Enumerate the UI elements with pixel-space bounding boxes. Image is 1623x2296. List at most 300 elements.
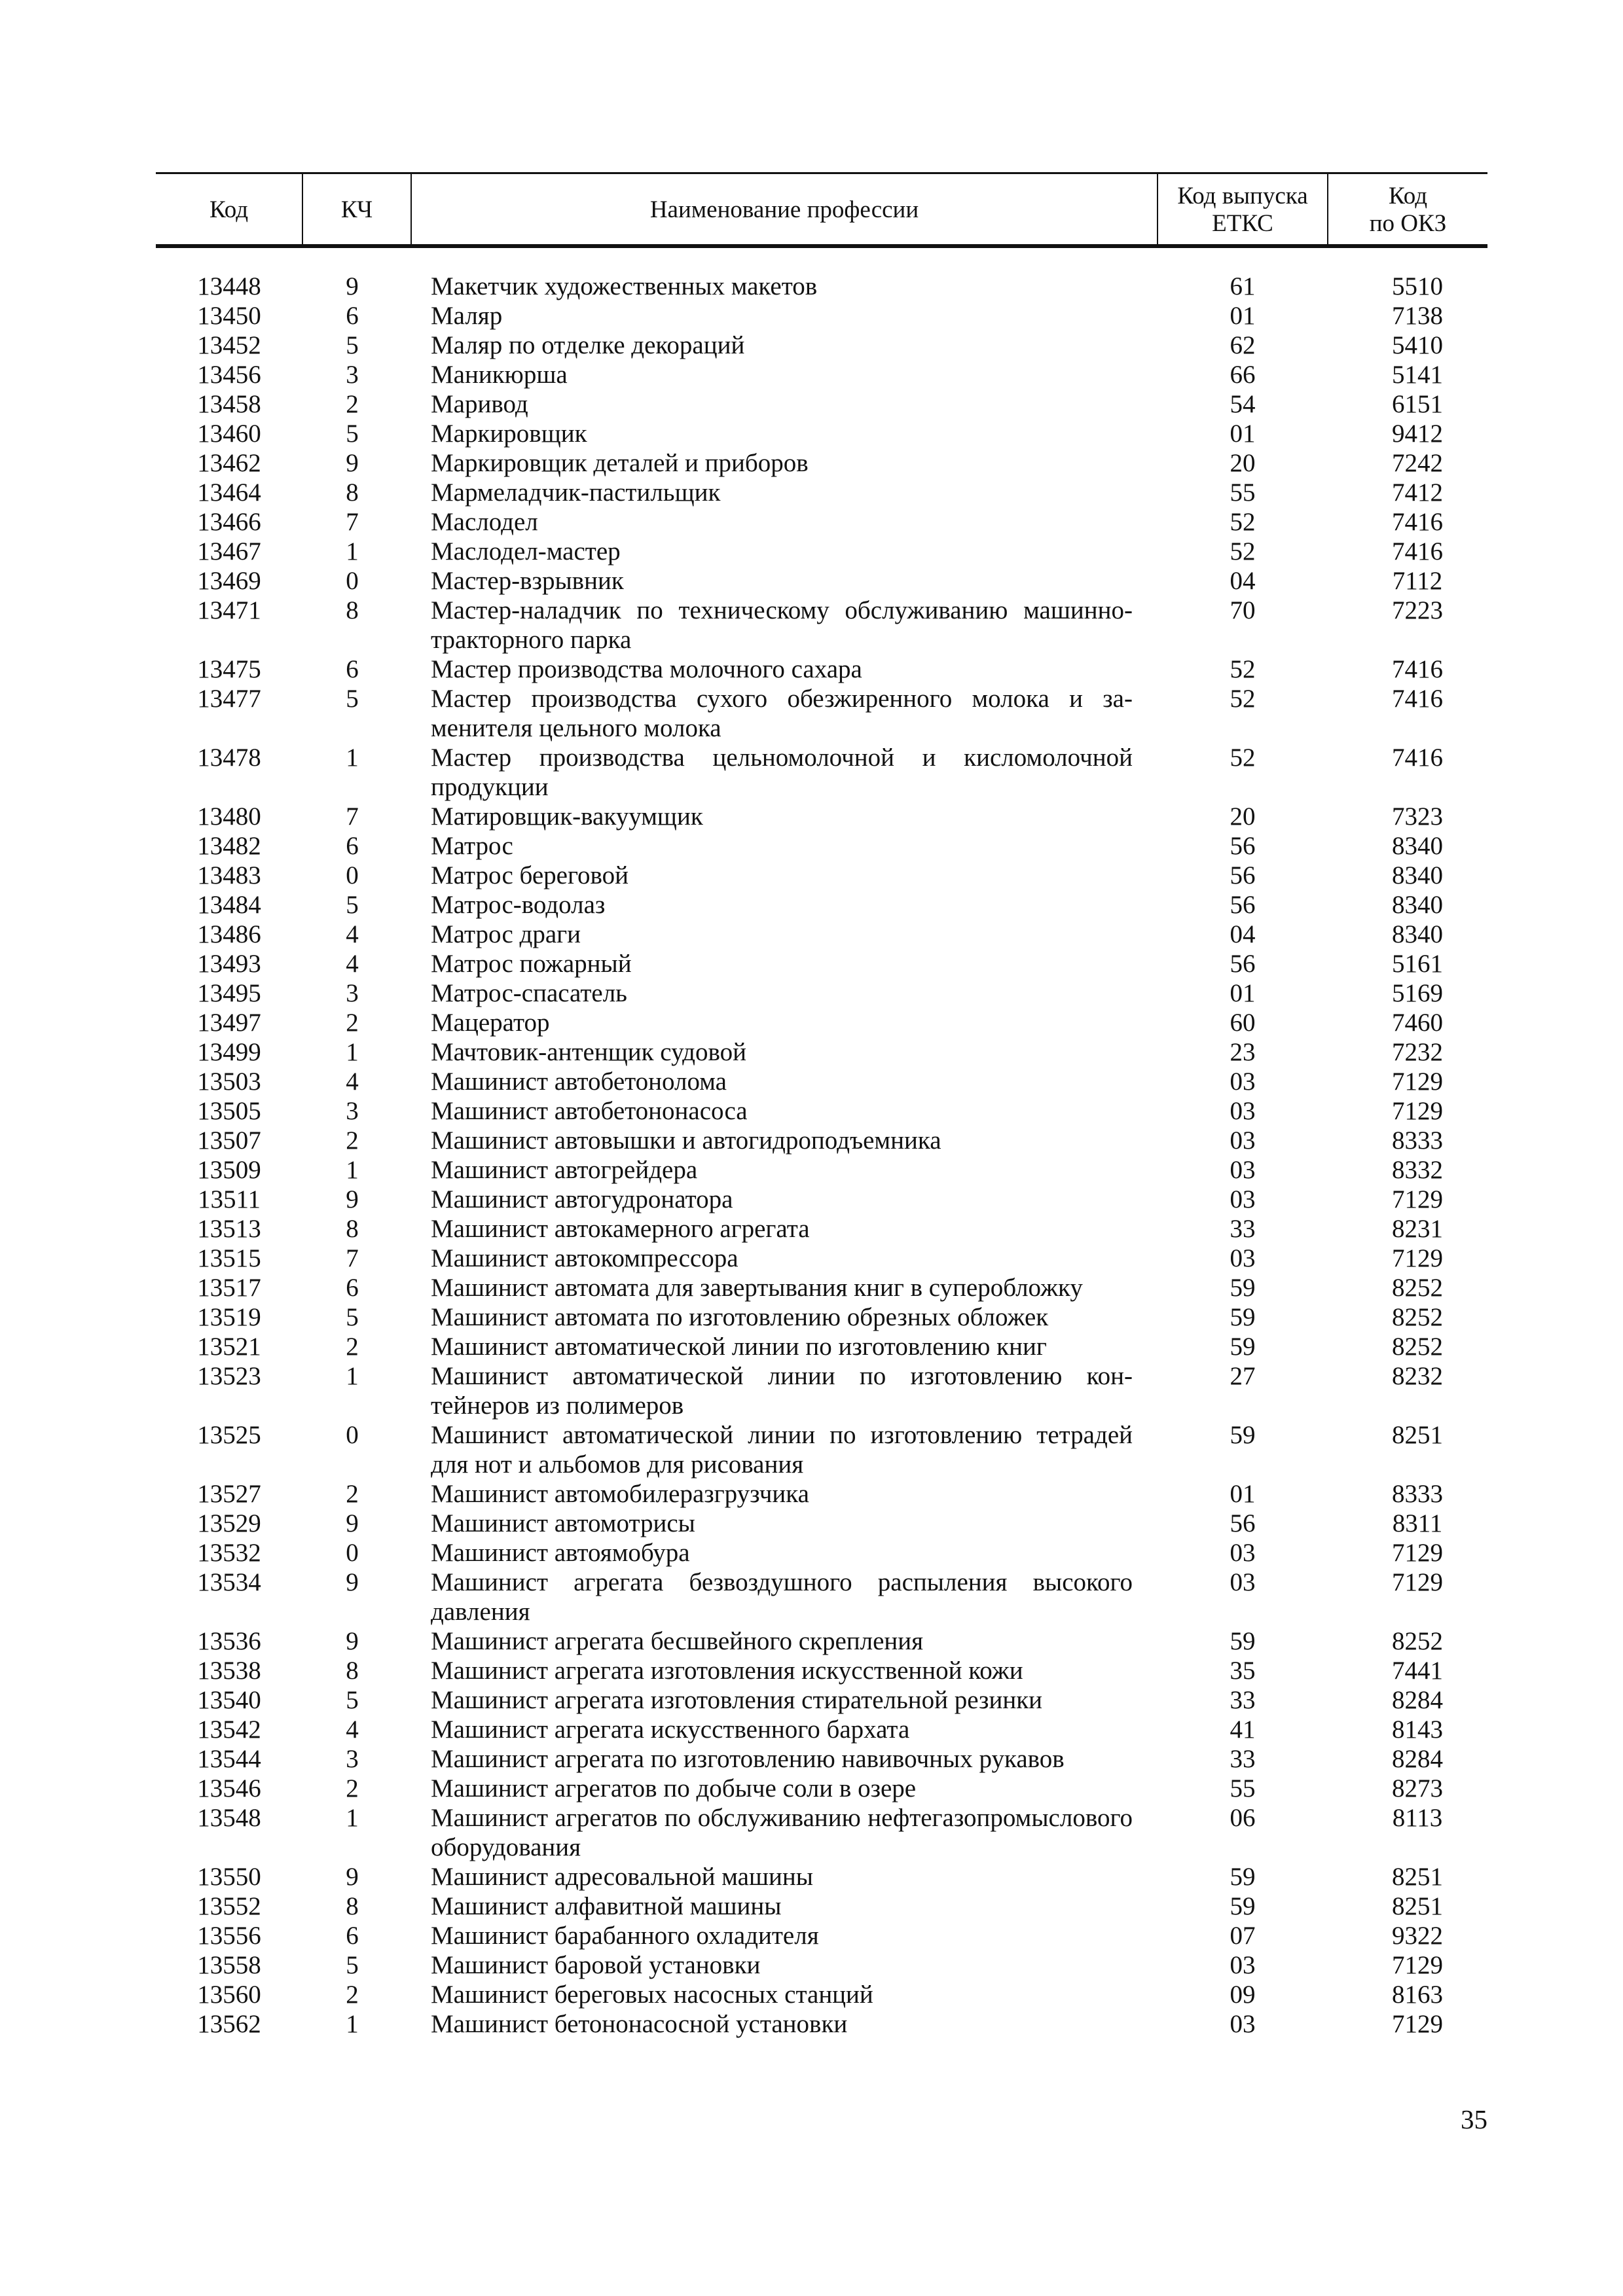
cell-name: Мачтовик-антенщик судовой: [431, 1038, 746, 1066]
table-row: [156, 331, 1487, 360]
cell-kch: 9: [346, 1509, 359, 1537]
table-row: [156, 1155, 1487, 1185]
cell-etks: 56: [1230, 832, 1256, 860]
cell-name: Машинист автомата по изготовлению обрезных обложек: [431, 1303, 1049, 1331]
cell-name: Машинист баровой установки: [431, 1951, 761, 1979]
cell-name: Машинист автогудронатора: [431, 1185, 733, 1213]
cell-okz: 7416: [1392, 744, 1443, 772]
cell-name: Машинист агрегатов по добыче соли в озере: [431, 1774, 917, 1803]
cell-okz: 8284: [1392, 1745, 1443, 1773]
professions-table: [156, 172, 1487, 2039]
cell-code: 13462: [197, 449, 261, 477]
cell-kch: 4: [346, 1715, 359, 1744]
table-row: [156, 1302, 1487, 1332]
cell-name: Маркировщик деталей и приборов: [431, 449, 809, 477]
cell-code: 13519: [197, 1303, 261, 1331]
cell-okz: 7460: [1392, 1009, 1443, 1037]
cell-name: Матрос пожарный: [431, 950, 632, 978]
cell-etks: 56: [1230, 861, 1256, 889]
cell-okz: 7129: [1392, 1185, 1443, 1213]
cell-okz: 7129: [1392, 1067, 1443, 1096]
cell-code: 13497: [197, 1009, 261, 1037]
cell-etks: 20: [1230, 449, 1256, 477]
table-row: [156, 1715, 1487, 1744]
cell-name: Машинист агрегата по изготовлению навивочных рукавов: [431, 1745, 1065, 1773]
cell-etks: 03: [1230, 1244, 1256, 1272]
cell-name: Машинист автовышки и автогидроподъемника: [431, 1126, 941, 1155]
cell-etks: 06: [1230, 1804, 1256, 1832]
cell-okz: 7416: [1392, 508, 1443, 536]
cell-name: Машинист барабанного охладителя: [431, 1922, 819, 1950]
table-row: [156, 1685, 1487, 1715]
table-row: [156, 655, 1487, 684]
table-row: [156, 1479, 1487, 1509]
cell-name: Мастер производства молочного сахара: [431, 655, 862, 683]
cell-kch: 3: [346, 1097, 359, 1125]
table-row: [156, 743, 1487, 802]
table-row: [156, 1862, 1487, 1892]
cell-etks: 33: [1230, 1215, 1256, 1243]
cell-etks: 59: [1230, 1863, 1256, 1891]
table-row: [156, 1950, 1487, 1980]
cell-name: Машинист автобетонолома: [431, 1067, 727, 1096]
cell-name: Маслодел-мастер: [431, 537, 621, 565]
cell-etks: 09: [1230, 1981, 1256, 2009]
cell-okz: 8143: [1392, 1715, 1443, 1744]
cell-code: 13480: [197, 802, 261, 831]
cell-etks: 27: [1230, 1362, 1256, 1390]
cell-okz: 7416: [1392, 685, 1443, 713]
cell-name: Матрос-водолаз: [431, 891, 606, 919]
page-number: 35: [1461, 2104, 1487, 2134]
cell-code: 13562: [197, 2010, 261, 2038]
table-row: [156, 1744, 1487, 1774]
cell-code: 13556: [197, 1922, 261, 1950]
cell-name: Мармеладчик-пастильщик: [431, 478, 721, 507]
table-row: [156, 861, 1487, 890]
cell-okz: 8340: [1392, 920, 1443, 948]
cell-name: Машинист автоматической линии по изготовлению тетрадей для нот и альбомов для рисования: [431, 1421, 1133, 1479]
cell-code: 13475: [197, 655, 261, 683]
cell-name: Машинист автобетононасоса: [431, 1097, 748, 1125]
cell-okz: 7412: [1392, 478, 1443, 507]
header-code: Код: [156, 173, 302, 247]
cell-kch: 2: [346, 1333, 359, 1361]
cell-code: 13511: [197, 1185, 261, 1213]
cell-etks: 03: [1230, 1568, 1256, 1596]
cell-okz: 8311: [1392, 1509, 1443, 1537]
table-row: [156, 537, 1487, 566]
cell-kch: 2: [346, 1009, 359, 1037]
cell-kch: 0: [346, 567, 359, 595]
table-row: [156, 301, 1487, 331]
cell-etks: 52: [1230, 508, 1256, 536]
cell-name: Мацератор: [431, 1009, 550, 1037]
cell-kch: 3: [346, 1745, 359, 1773]
cell-code: 13469: [197, 567, 261, 595]
cell-okz: 8252: [1392, 1627, 1443, 1655]
table-row: [156, 596, 1487, 655]
cell-code: 13477: [197, 685, 261, 713]
table-row: [156, 1538, 1487, 1568]
cell-code: 13464: [197, 478, 261, 507]
cell-etks: 55: [1230, 478, 1256, 507]
cell-okz: 7112: [1392, 567, 1443, 595]
cell-kch: 5: [346, 420, 359, 448]
cell-code: 13505: [197, 1097, 261, 1125]
cell-kch: 5: [346, 891, 359, 919]
cell-okz: 8232: [1392, 1362, 1443, 1390]
table-row: [156, 1244, 1487, 1273]
cell-etks: 56: [1230, 950, 1256, 978]
cell-kch: 9: [346, 1863, 359, 1891]
cell-okz: 9322: [1392, 1922, 1443, 1950]
cell-kch: 2: [346, 1126, 359, 1155]
cell-code: 13460: [197, 420, 261, 448]
table-row: [156, 419, 1487, 448]
cell-code: 13478: [197, 744, 261, 772]
cell-kch: 9: [346, 1568, 359, 1596]
cell-code: 13558: [197, 1951, 261, 1979]
cell-etks: 52: [1230, 744, 1256, 772]
cell-name: Маникюрша: [431, 361, 568, 389]
cell-name: Машинист автомотрисы: [431, 1509, 695, 1537]
cell-kch: 5: [346, 331, 359, 359]
cell-okz: 7138: [1392, 302, 1443, 330]
cell-kch: 3: [346, 979, 359, 1007]
cell-kch: 6: [346, 655, 359, 683]
cell-kch: 6: [346, 302, 359, 330]
cell-etks: 59: [1230, 1892, 1256, 1920]
cell-etks: 54: [1230, 390, 1256, 418]
cell-name: Машинист агрегата безвоздушного распыления высокого давления: [431, 1568, 1133, 1626]
cell-etks: 01: [1230, 302, 1256, 330]
table-body: [156, 272, 1487, 2039]
cell-code: 13471: [197, 596, 261, 624]
cell-kch: 9: [346, 272, 359, 300]
cell-name: Машинист агрегатов по обслуживанию нефтегазопромыслового оборудования: [431, 1804, 1133, 1861]
cell-okz: 7441: [1392, 1657, 1443, 1685]
cell-code: 13536: [197, 1627, 261, 1655]
cell-okz: 9412: [1392, 420, 1443, 448]
cell-kch: 4: [346, 950, 359, 978]
cell-okz: 8284: [1392, 1686, 1443, 1714]
cell-code: 13499: [197, 1038, 261, 1066]
cell-name: Маривод: [431, 390, 528, 418]
cell-code: 13483: [197, 861, 261, 889]
cell-kch: 0: [346, 1421, 359, 1449]
cell-okz: 8252: [1392, 1303, 1443, 1331]
cell-name: Мастер-взрывник: [431, 567, 624, 595]
cell-etks: 59: [1230, 1627, 1256, 1655]
cell-etks: 03: [1230, 1539, 1256, 1567]
table-row: [156, 1656, 1487, 1685]
cell-code: 13550: [197, 1863, 261, 1891]
cell-okz: 7129: [1392, 1568, 1443, 1596]
table-row: [156, 448, 1487, 478]
cell-kch: 7: [346, 802, 359, 831]
cell-etks: 03: [1230, 1156, 1256, 1184]
cell-okz: 7129: [1392, 1951, 1443, 1979]
cell-etks: 03: [1230, 1185, 1256, 1213]
table-row: [156, 1626, 1487, 1656]
cell-kch: 6: [346, 1922, 359, 1950]
cell-code: 13523: [197, 1362, 261, 1390]
cell-okz: 8252: [1392, 1274, 1443, 1302]
table-row: [156, 1892, 1487, 1921]
table-header: [156, 173, 1487, 272]
cell-kch: 8: [346, 478, 359, 507]
cell-code: 13486: [197, 920, 261, 948]
cell-name: Машинист агрегата изготовления стирательной резинки: [431, 1686, 1043, 1714]
table-row: [156, 478, 1487, 507]
cell-name: Машинист бетононасосной установки: [431, 2010, 848, 2038]
cell-kch: 5: [346, 1686, 359, 1714]
cell-kch: 3: [346, 361, 359, 389]
cell-kch: 9: [346, 1185, 359, 1213]
cell-code: 13548: [197, 1804, 261, 1832]
table-row: [156, 1096, 1487, 1126]
cell-okz: 7129: [1392, 1244, 1443, 1272]
table-row: [156, 1803, 1487, 1862]
cell-kch: 0: [346, 1539, 359, 1567]
cell-okz: 7223: [1392, 596, 1443, 624]
cell-etks: 56: [1230, 891, 1256, 919]
cell-etks: 52: [1230, 655, 1256, 683]
cell-kch: 1: [346, 537, 359, 565]
cell-etks: 23: [1230, 1038, 1256, 1066]
cell-code: 13450: [197, 302, 261, 330]
cell-name: Матрос: [431, 832, 513, 860]
cell-kch: 2: [346, 390, 359, 418]
cell-code: 13525: [197, 1421, 261, 1449]
table-row: [156, 1126, 1487, 1155]
cell-kch: 1: [346, 1038, 359, 1066]
cell-name: Маляр по отделке декораций: [431, 331, 745, 359]
cell-etks: 01: [1230, 420, 1256, 448]
cell-okz: 7232: [1392, 1038, 1443, 1066]
table-row: [156, 1214, 1487, 1244]
cell-kch: 9: [346, 1627, 359, 1655]
cell-code: 13542: [197, 1715, 261, 1744]
cell-okz: 7129: [1392, 1539, 1443, 1567]
cell-kch: 8: [346, 596, 359, 624]
cell-etks: 61: [1230, 272, 1256, 300]
cell-kch: 8: [346, 1215, 359, 1243]
cell-kch: 1: [346, 2010, 359, 2038]
cell-code: 13509: [197, 1156, 261, 1184]
table-row: [156, 1568, 1487, 1626]
cell-kch: 4: [346, 1067, 359, 1096]
table-row: [156, 978, 1487, 1008]
table-row: [156, 1509, 1487, 1538]
cell-okz: 8333: [1392, 1480, 1443, 1508]
cell-okz: 5141: [1392, 361, 1443, 389]
cell-kch: 6: [346, 1274, 359, 1302]
header-name: Наименование профессии: [411, 173, 1158, 247]
cell-code: 13546: [197, 1774, 261, 1803]
cell-code: 13482: [197, 832, 261, 860]
cell-name: Мастер-наладчик по техническому обслуживанию машинно-тракторного парка: [431, 596, 1133, 654]
cell-okz: 8340: [1392, 832, 1443, 860]
table-row: [156, 1037, 1487, 1067]
cell-kch: 5: [346, 1951, 359, 1979]
cell-kch: 1: [346, 744, 359, 772]
cell-name: Маркировщик: [431, 420, 587, 448]
cell-name: Машинист автоматической линии по изготовлению книг: [431, 1333, 1047, 1361]
cell-okz: 7416: [1392, 537, 1443, 565]
cell-kch: 8: [346, 1892, 359, 1920]
cell-name: Машинист агрегата изготовления искусственной кожи: [431, 1657, 1023, 1685]
table-row: [156, 802, 1487, 831]
cell-etks: 55: [1230, 1774, 1256, 1803]
cell-code: 13448: [197, 272, 261, 300]
cell-okz: 7242: [1392, 449, 1443, 477]
cell-etks: 07: [1230, 1922, 1256, 1950]
table-row: [156, 1921, 1487, 1950]
table-row: [156, 2009, 1487, 2039]
cell-okz: 5161: [1392, 950, 1443, 978]
cell-etks: 70: [1230, 596, 1256, 624]
header-spacer: [156, 247, 1487, 272]
cell-kch: 5: [346, 685, 359, 713]
cell-code: 13515: [197, 1244, 261, 1272]
cell-etks: 56: [1230, 1509, 1256, 1537]
cell-okz: 7416: [1392, 655, 1443, 683]
cell-okz: 8333: [1392, 1126, 1443, 1155]
cell-etks: 59: [1230, 1303, 1256, 1331]
cell-code: 13527: [197, 1480, 261, 1508]
table-row: [156, 1273, 1487, 1302]
cell-okz: 7323: [1392, 802, 1443, 831]
table-row: [156, 831, 1487, 861]
table-row: [156, 507, 1487, 537]
table-row: [156, 890, 1487, 920]
cell-code: 13534: [197, 1568, 261, 1596]
cell-etks: 03: [1230, 1067, 1256, 1096]
table-row: [156, 1332, 1487, 1361]
cell-kch: 5: [346, 1303, 359, 1331]
cell-kch: 7: [346, 1244, 359, 1272]
table-row: [156, 1067, 1487, 1096]
cell-name: Матрос-спасатель: [431, 979, 627, 1007]
cell-etks: 59: [1230, 1421, 1256, 1449]
cell-okz: 8113: [1392, 1804, 1443, 1832]
cell-name: Маслодел: [431, 508, 538, 536]
cell-code: 13560: [197, 1981, 261, 2009]
header-okz: [1328, 173, 1487, 247]
cell-etks: 20: [1230, 802, 1256, 831]
cell-okz: 8332: [1392, 1156, 1443, 1184]
cell-okz: 8273: [1392, 1774, 1443, 1803]
cell-etks: 03: [1230, 1951, 1256, 1979]
cell-okz: 8340: [1392, 861, 1443, 889]
cell-name: Машинист агрегата искусственного бархата: [431, 1715, 910, 1744]
cell-name: Матрос береговой: [431, 861, 629, 889]
cell-etks: 59: [1230, 1274, 1256, 1302]
cell-etks: 62: [1230, 331, 1256, 359]
cell-code: 13513: [197, 1215, 261, 1243]
cell-etks: 01: [1230, 979, 1256, 1007]
cell-name: Машинист алфавитной машины: [431, 1892, 782, 1920]
cell-code: 13540: [197, 1686, 261, 1714]
table-row: [156, 920, 1487, 949]
cell-kch: 1: [346, 1362, 359, 1390]
header-etks-line2: ЕТКС: [1212, 210, 1273, 237]
table-row: [156, 1185, 1487, 1214]
cell-kch: 2: [346, 1774, 359, 1803]
cell-etks: 03: [1230, 1097, 1256, 1125]
cell-kch: 0: [346, 861, 359, 889]
cell-code: 13456: [197, 361, 261, 389]
cell-etks: 35: [1230, 1657, 1256, 1685]
cell-okz: 7129: [1392, 1097, 1443, 1125]
cell-name: Мастер производства сухого обезжиренного молока и заменителя цельного молока: [431, 685, 1133, 742]
cell-etks: 52: [1230, 685, 1256, 713]
header-okz-line1: Код: [1388, 183, 1428, 209]
table-row: [156, 389, 1487, 419]
cell-okz: 8231: [1392, 1215, 1443, 1243]
cell-okz: 5410: [1392, 331, 1443, 359]
table-row: [156, 1980, 1487, 2009]
cell-name: Матировщик-вакуумщик: [431, 802, 703, 831]
cell-okz: 8252: [1392, 1333, 1443, 1361]
cell-name: Машинист агрегата бесшвейного скрепления: [431, 1627, 924, 1655]
cell-code: 13458: [197, 390, 261, 418]
cell-etks: 01: [1230, 1480, 1256, 1508]
cell-code: 13493: [197, 950, 261, 978]
cell-okz: 8163: [1392, 1981, 1443, 2009]
cell-kch: 9: [346, 449, 359, 477]
cell-kch: 2: [346, 1480, 359, 1508]
table-row: [156, 566, 1487, 596]
table-row: [156, 684, 1487, 743]
cell-name: Маляр: [431, 302, 503, 330]
cell-okz: 8251: [1392, 1892, 1443, 1920]
cell-okz: 7129: [1392, 2010, 1443, 2038]
cell-code: 13452: [197, 331, 261, 359]
table-row: [156, 360, 1487, 389]
cell-kch: 2: [346, 1981, 359, 2009]
table-row: [156, 1774, 1487, 1803]
cell-kch: 6: [346, 832, 359, 860]
table-row: [156, 1008, 1487, 1037]
cell-okz: 5169: [1392, 979, 1443, 1007]
cell-name: Машинист автокамерного агрегата: [431, 1215, 810, 1243]
cell-code: 13529: [197, 1509, 261, 1537]
cell-etks: 52: [1230, 537, 1256, 565]
cell-kch: 7: [346, 508, 359, 536]
cell-code: 13517: [197, 1274, 261, 1302]
cell-name: Макетчик художественных макетов: [431, 272, 818, 300]
cell-etks: 60: [1230, 1009, 1256, 1037]
cell-name: Машинист адресовальной машины: [431, 1863, 813, 1891]
cell-name: Мастер производства цельномолочной и кисломолочной продукции: [431, 744, 1133, 801]
cell-etks: 66: [1230, 361, 1256, 389]
cell-name: Машинист автокомпрессора: [431, 1244, 739, 1272]
cell-name: Машинист береговых насосных станций: [431, 1981, 873, 2009]
cell-okz: 8251: [1392, 1421, 1443, 1449]
header-kch: КЧ: [302, 173, 411, 247]
cell-etks: 33: [1230, 1686, 1256, 1714]
cell-name: Машинист автомата для завертывания книг в суперобложку: [431, 1274, 1083, 1302]
table-row: [156, 1420, 1487, 1479]
table-row: [156, 949, 1487, 978]
cell-name: Машинист автоямобура: [431, 1539, 690, 1567]
cell-name: Машинист автоматической линии по изготовлению контейнеров из полимеров: [431, 1362, 1133, 1420]
cell-kch: 4: [346, 920, 359, 948]
cell-etks: 33: [1230, 1745, 1256, 1773]
